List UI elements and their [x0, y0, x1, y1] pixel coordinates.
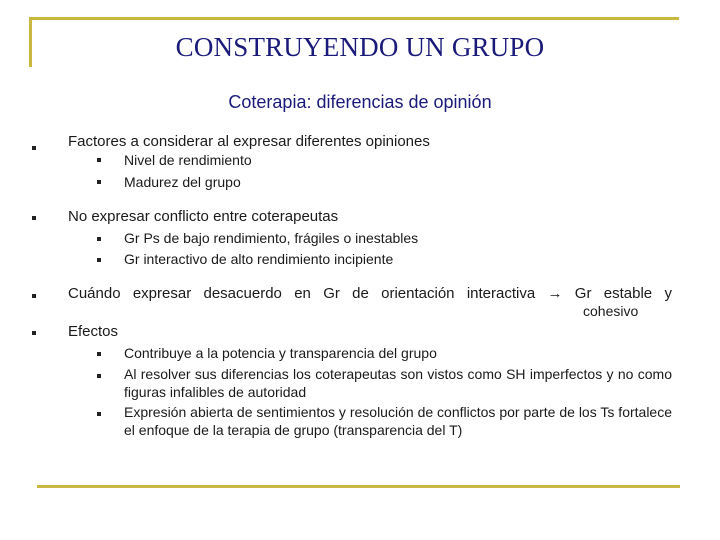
bullet-3-word: Cuándo — [68, 285, 121, 302]
bullet-4-sub-1: Contribuye a la potencia y transparencia del grupo — [124, 345, 437, 361]
bullet-3-word: orientación — [381, 285, 455, 302]
frame-top-rule — [29, 17, 679, 20]
sub-bullet-marker — [97, 158, 101, 162]
slide-title: CONSTRUYENDO UN GRUPO — [175, 32, 545, 62]
bullet-1-text: Factores a considerar al expresar diferentes opiniones — [68, 133, 430, 150]
sub-bullet-marker — [97, 352, 101, 356]
bullet-3-word: interactiva — [466, 285, 536, 302]
bullet-3-word: Gr — [323, 285, 340, 302]
bullet-2-sub-2: Gr interactivo de alto rendimiento incipiente — [124, 251, 394, 267]
sub-bullet-marker — [97, 374, 101, 378]
bullet-marker — [32, 216, 36, 220]
bullet-4-text: Efectos — [68, 323, 119, 340]
bullet-3-word: desacuerdo — [203, 285, 282, 302]
bullet-1-sub-1: Nivel de rendimiento — [124, 152, 252, 168]
arrow-icon: → — [547, 285, 563, 302]
bullet-marker — [32, 294, 36, 298]
bullet-4-sub-3: Expresión abierta de sentimientos y resolución de conflictos por parte de los Ts fortalece el enfoque de la terapia de grupo (transparencia del T) — [124, 404, 672, 438]
bullet-marker — [32, 331, 36, 335]
bullet-3-word: de — [352, 285, 369, 302]
bullet-3-line-2: cohesivo — [583, 303, 639, 319]
slide-subtitle: Coterapia: diferencias de opinión — [228, 92, 492, 112]
bullet-3-word: en — [294, 285, 311, 302]
sub-bullet-marker — [97, 180, 101, 184]
bullet-2-text: No expresar conflicto entre coterapeutas — [68, 208, 339, 225]
sub-bullet-marker — [97, 412, 101, 416]
sub-bullet-marker — [97, 258, 101, 262]
frame-bottom-rule — [37, 485, 680, 488]
bullet-marker — [32, 146, 36, 150]
bullet-3-line — [68, 284, 672, 303]
bullet-4-sub-2: Al resolver sus diferencias los coterapeutas son vistos como SH imperfectos y no como figuras infalibles de autoridad — [124, 366, 672, 400]
bullet-1-sub-2: Madurez del grupo — [124, 174, 241, 190]
bullet-3-word: Gr — [574, 285, 592, 302]
bullet-3-word: y — [664, 285, 672, 302]
bullet-3-word: expresar — [132, 285, 192, 302]
sub-bullet-marker — [97, 237, 101, 241]
bullet-3-word: estable — [603, 285, 653, 302]
bullet-2-sub-1: Gr Ps de bajo rendimiento, frágiles o inestables — [124, 230, 419, 246]
